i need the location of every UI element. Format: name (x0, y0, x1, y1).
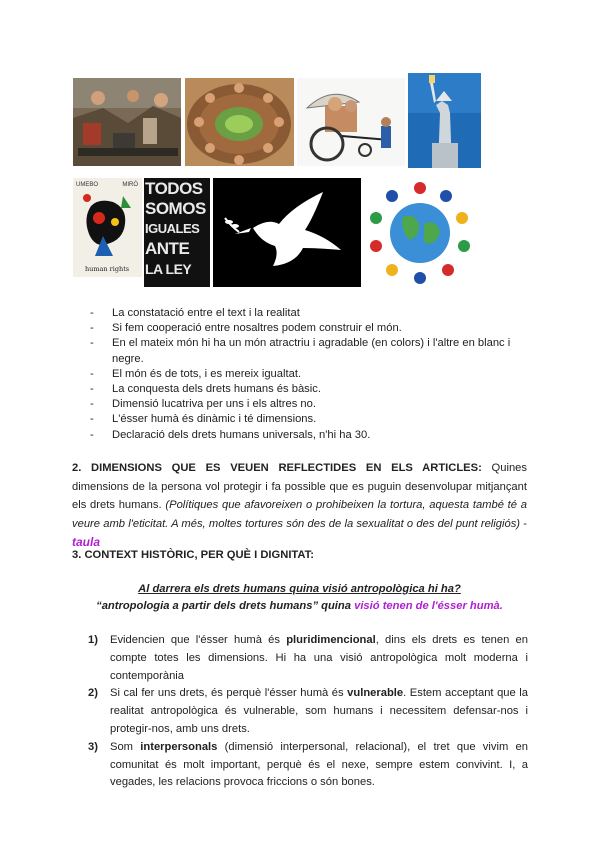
section-3-question: Al darrera els drets humans quina visió antropològica hi ha? (138, 583, 461, 595)
list-item: - Declaració dels drets humans universals, n'hi ha 30. (90, 428, 530, 443)
list-item: - Dimensió lucatriva per uns i els altres no. (90, 397, 530, 412)
image-human-rights-poster (73, 178, 142, 277)
list-item (88, 632, 528, 685)
item-bold: vulnerable (347, 687, 404, 700)
poster-caption-text: human rights (85, 265, 130, 273)
section-3-subtitle (72, 600, 527, 612)
poster-top-text: UMEBO (76, 182, 99, 188)
section-2-dash: - (520, 517, 527, 530)
numbered-list (88, 632, 528, 792)
todos-line-4: ANTE (145, 239, 190, 258)
list-item: - L'ésser humà és dinàmic i té dimensions. (90, 412, 530, 427)
list-item: - La constatació entre el text i la realitat (90, 306, 530, 321)
reflection-bullet-list (90, 306, 530, 443)
list-item (88, 739, 528, 792)
section-2-italic-note: (Polítiques que afavoreixen o prohibeixen la tortura, aquesta també té a veure amb l'eticitat. A més, moltes tortures són des de la sexualitat o des del punt religiós) (72, 499, 527, 530)
section-2-heading: 2. DIMENSIONS QUE ES VEUEN REFLECTIDES EN ELS ARTICLES: (72, 462, 482, 474)
poster-top-right-text: MIRÓ (122, 182, 138, 188)
item-number: 2) (88, 687, 98, 700)
item-text: Si cal fer uns drets, és perquè l'ésser humà és (110, 687, 348, 700)
image-globe-people (362, 178, 478, 287)
list-item: - La conquesta dels drets humans és bàsic. (90, 382, 530, 397)
item-text: Som (110, 740, 141, 753)
list-item: - Si fem cooperació entre nosaltres podem construir el món. (90, 321, 530, 336)
taula-link[interactable]: taula (72, 535, 101, 549)
todos-line-2: SOMOS (145, 199, 206, 218)
item-number: 3) (88, 740, 98, 753)
list-item: - En el mateix món hi ha un món atractriu i agradable (en colors) i l'altre en blanc i negre. (90, 336, 530, 366)
item-text: Evidencien que l'ésser humà és (110, 634, 287, 646)
section-3-heading: 3. CONTEXT HISTÒRIC, PER QUÈ I DIGNITAT: (72, 549, 314, 561)
image-rickshaw (297, 78, 405, 166)
list-item: - El món és de tots, i es mereix igualtat. (90, 367, 530, 382)
subtitle-purple: visió tenen de l'ésser humà. (354, 600, 503, 612)
item-text: . Estem acceptant que la realitat antropològica és vulnerable, som humans i necessitem defensar-nos i protegir-nos, amb uns drets. (110, 687, 528, 735)
list-item (88, 685, 528, 738)
item-bold: pluridimencional (286, 634, 376, 646)
image-rubble-crowd (73, 78, 181, 166)
item-bold: interpersonals (140, 740, 218, 753)
section-2-paragraph (72, 459, 527, 553)
todos-line-1: TODOS (145, 179, 203, 198)
image-statue-of-liberty (408, 73, 481, 168)
todos-line-5: LA LEY (145, 261, 192, 277)
item-text: (dimensió interpersonal, relacional), el tret que vivim en comunitat és molt important, perquè és el nexe, sempre estem convivint. I, a vegades, les relacions provoca friccions o són bones. (110, 740, 528, 789)
image-todos-somos-iguales (144, 178, 210, 287)
subtitle-start: “antropologia a partir dels drets humans” quina (96, 600, 355, 612)
image-hands-circle (185, 78, 294, 166)
item-number: 1) (88, 634, 98, 646)
image-peace-dove (213, 178, 361, 287)
item-text: , dins els drets es tenen en compte totes les dimensions. Hi ha una visió antropològica molt moderna i contemporània (110, 634, 528, 682)
todos-line-3: IGUALES (145, 221, 200, 236)
section-2-text: Quines dimensions de la persona vol protegir i fa possible que es puguin desenvolupar mitjançant els drets humans. (72, 462, 528, 511)
